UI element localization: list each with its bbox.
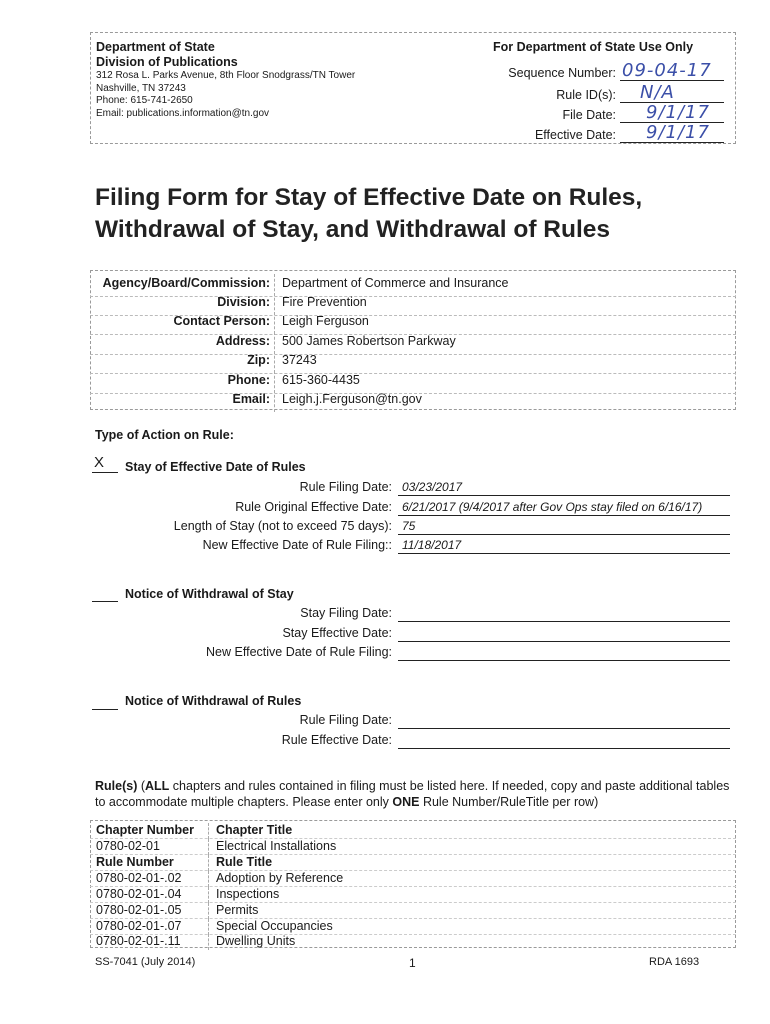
field-value[interactable]: 6/21/2017 (9/4/2017 after Gov Ops stay filed on 6/16/17): [398, 500, 730, 516]
address-line-1: 312 Rosa L. Parks Avenue, 8th Floor Snodgrass/TN Tower: [96, 70, 356, 81]
field-label: New Effective Date of Rule Filing:: [206, 645, 392, 659]
rules-instructions: [95, 778, 735, 810]
stay-field: [0, 480, 770, 498]
stay-field: [0, 519, 770, 537]
agency-value: 37243: [282, 353, 317, 367]
agency-label: Agency/Board/Commission:: [102, 276, 270, 290]
email-line: Email: publications.information@tn.gov: [96, 107, 270, 119]
field-label: Rule Effective Date:: [281, 733, 392, 747]
agency-label: Division:: [217, 295, 270, 309]
address-line-2: Nashville, TN 37243: [96, 82, 186, 94]
field-label: New Effective Date of Rule Filing::: [202, 538, 392, 552]
agency-label: Address:: [215, 334, 270, 348]
agency-value: Department of Commerce and Insurance: [282, 276, 509, 290]
field-value[interactable]: [398, 606, 730, 622]
agency-row: [90, 295, 736, 314]
col-1: 0780-02-01-.07: [96, 919, 182, 933]
agency-label: Phone:: [227, 373, 270, 387]
rules-table-row: [90, 839, 736, 855]
field-value[interactable]: 75: [398, 519, 730, 535]
agency-label: Email:: [232, 392, 270, 406]
col-1: Rule Number: [96, 855, 174, 869]
phone-line: Phone: 615-741-2650: [96, 95, 193, 106]
agency-row: [90, 392, 736, 411]
rules-note-text: Rule Number/RuleTitle per row): [419, 795, 599, 809]
rules-table-row: [90, 887, 736, 903]
stay-heading: Stay of Effective Date of Rules: [125, 460, 306, 474]
title-line-2: Withdrawal of Stay, and Withdrawal of Rules: [95, 216, 611, 243]
page-title: [95, 182, 642, 246]
col-1: 0780-02-01-.02: [96, 871, 182, 885]
field-label: Rule Original Effective Date:: [235, 500, 392, 514]
agency-row: [90, 334, 736, 353]
rules-table-row: [90, 919, 736, 935]
division-name: Division of Publications: [96, 55, 238, 69]
col-2: Special Occupancies: [216, 919, 333, 933]
agency-row: [90, 314, 736, 333]
col-2: Electrical Installations: [216, 839, 337, 853]
agency-value: 500 James Robertson Parkway: [282, 334, 456, 348]
stay-field: [0, 500, 770, 518]
use-field-label: Sequence Number:: [508, 66, 616, 80]
field-value[interactable]: [398, 713, 730, 729]
withdraw-stay-heading: Notice of Withdrawal of Stay: [125, 587, 294, 601]
handwritten-value: N/A: [640, 82, 675, 103]
agency-label: Zip:: [247, 353, 270, 367]
field-label: Rule Filing Date:: [299, 713, 392, 727]
withdraw-rules-heading: Notice of Withdrawal of Rules: [125, 694, 302, 708]
agency-value: Fire Prevention: [282, 295, 367, 309]
agency-value: Leigh Ferguson: [282, 314, 369, 328]
handwritten-value: 09-04-17: [622, 60, 712, 81]
type-of-action-heading: Type of Action on Rule:: [95, 428, 234, 442]
col-2: Dwelling Units: [216, 934, 296, 948]
agency-value: Leigh.j.Ferguson@tn.gov: [282, 392, 422, 406]
stay-check-line: [92, 472, 118, 473]
handwritten-value: 9/1/17: [646, 122, 710, 143]
field-value[interactable]: 03/23/2017: [398, 480, 730, 496]
withdraw-rules-field: [0, 733, 770, 751]
field-label: Length of Stay (not to exceed 75 days):: [173, 519, 392, 533]
agency-row: [90, 276, 736, 295]
use-field-label: Rule ID(s):: [556, 88, 616, 102]
field-value[interactable]: 11/18/2017: [398, 538, 730, 554]
col-1: 0780-02-01-.04: [96, 887, 182, 901]
page-number: 1: [409, 956, 416, 970]
field-value[interactable]: [398, 645, 730, 661]
agency-value: 615-360-4435: [282, 373, 360, 387]
col-2: Adoption by Reference: [216, 871, 344, 885]
agency-row: [90, 353, 736, 372]
field-value[interactable]: [398, 626, 730, 642]
col-1: 0780-02-01-.11: [96, 934, 181, 948]
agency-row: [90, 373, 736, 392]
withdraw-stay-field: [0, 626, 770, 644]
rules-note-bold: ALL: [145, 779, 170, 793]
field-label: Stay Filing Date:: [300, 606, 392, 620]
rules-table-row: [90, 823, 736, 839]
field-label: Rule Filing Date:: [299, 480, 392, 494]
dept-name: Department of State: [96, 40, 215, 54]
rules-table-row: [90, 871, 736, 887]
col-2: Permits: [216, 903, 259, 917]
col-1: 0780-02-01: [96, 839, 160, 853]
col-2: Chapter Title: [216, 823, 293, 837]
rules-table-row: [90, 855, 736, 871]
withdraw-rules-field: [0, 713, 770, 731]
field-label: Stay Effective Date:: [282, 626, 392, 640]
use-field-effective-date: [0, 122, 770, 148]
rules-note-text: chapters and rules contained in filing must be listed here. If needed, copy and paste additional tables to accommodate multiple chapters. Please enter only: [95, 779, 730, 809]
col-1: 0780-02-01-.05: [96, 903, 182, 917]
withdraw-stay-field: [0, 645, 770, 663]
stay-checkmark[interactable]: X: [94, 454, 105, 471]
rda-number: RDA 1693: [649, 956, 700, 968]
form-id: SS-7041 (July 2014): [95, 956, 196, 968]
withdraw-stay-field: [0, 606, 770, 624]
rules-table-row: [90, 934, 736, 950]
col-1: Chapter Number: [96, 823, 194, 837]
rules-note-text: (: [137, 779, 146, 793]
stay-field: [0, 538, 770, 556]
col-2: Inspections: [216, 887, 280, 901]
title-line-1: Filing Form for Stay of Effective Date on Rules,: [95, 184, 643, 211]
use-field-label: Effective Date:: [534, 128, 616, 142]
handwritten-value: 9/1/17: [646, 102, 710, 123]
col-2: Rule Title: [216, 855, 273, 869]
rules-note-bold: Rule(s): [95, 779, 138, 793]
withdraw-rules-check-line[interactable]: [92, 709, 118, 710]
rules-note-bold: ONE: [392, 795, 420, 809]
use-only-title: For Department of State Use Only: [493, 40, 694, 54]
agency-label: Contact Person:: [173, 314, 270, 328]
withdraw-stay-check-line[interactable]: [92, 601, 118, 602]
use-field-label: File Date:: [562, 108, 616, 122]
rules-table-row: [90, 903, 736, 919]
field-value[interactable]: [398, 733, 730, 749]
